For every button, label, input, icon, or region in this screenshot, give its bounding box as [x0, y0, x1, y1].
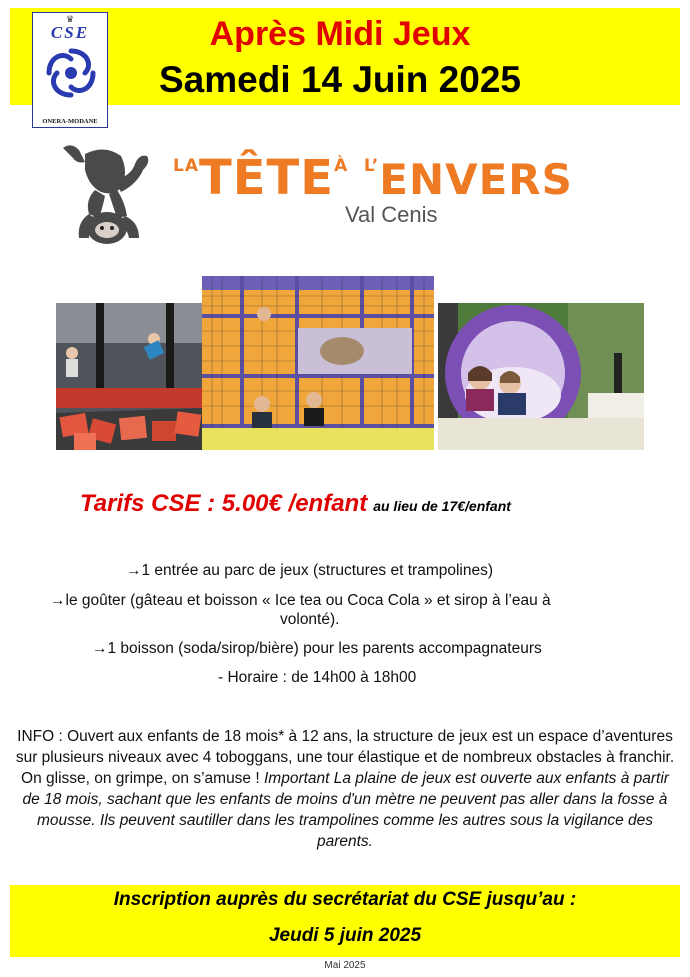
crown-icon: ♛ [65, 15, 75, 25]
event-date: Samedi 14 Juin 2025 [159, 59, 521, 100]
document-date: Mai 2025 [324, 960, 366, 971]
swirl-icon [43, 45, 99, 101]
trampoline-photo [56, 303, 202, 450]
pricing [80, 490, 511, 518]
upside-down-gorilla-icon [55, 140, 165, 250]
venue-name: $^{LA}TÊTE^À$ $^{L’}$ENVERS [173, 150, 573, 206]
detail-schedule: - Horaire : de 14h00 à 18h00 [218, 669, 417, 686]
detail-snack-cont: volonté). [280, 611, 340, 628]
registration-deadline: Jeudi 5 juin 2025 [268, 925, 422, 946]
logo-letters: CSE [50, 23, 90, 42]
pricing-note: au lieu de 17€/enfant [373, 498, 511, 514]
info-paragraph: INFO : Ouvert aux enfants de 18 mois* à 12 ans, la structure de jeux est un espace d’aventures sur plusieurs niveaux avec 4 toboggans, une tour élastique et de nombreux obstacles à franchir. On glisse, on grimpe, on s’amuse ! Important La plaine de jeux est ouverte aux enfants à partir de 18 mois, sachant que les enfants de moins d'un mètre ne peuvent pas aller dans la fosse à mousse. Ils peuvent sautiller dans les trampolines comme les autres sous la vigilance des parents. [15, 728, 675, 850]
venue-city: Val Cenis [345, 202, 438, 227]
play-structure-photo [202, 276, 434, 450]
slide-tunnel-photo [438, 303, 644, 450]
info-important: Important La plaine de jeux est ouverte aux enfants à partir de 18 mois, sachant que les enfants de moins d'un mètre ne peuvent pas aller dans la fosse à mousse. Ils peuvent sautiller dans les trampolines comme les autres sous la vigilance des parents. [22, 770, 669, 850]
registration-text: Inscription auprès du secrétariat du CSE jusqu’au : [113, 889, 577, 910]
logo-organization: ONERA-MODANE [42, 118, 98, 125]
pricing-main: Tarifs CSE : 5.00€ /enfant [80, 490, 368, 517]
detail-parent-drink: →1 boisson (soda/sirop/bière) pour les parents accompagnateurs [92, 640, 542, 657]
cse-logo [32, 12, 108, 128]
event-title: Après Midi Jeux [209, 15, 471, 53]
detail-entry: →1 entrée au parc de jeux (structures et trampolines) [126, 562, 494, 579]
detail-snack: →le goûter (gâteau et boisson « Ice tea ou Coca Cola » et sirop à l’eau à [50, 592, 551, 609]
venue-logo [55, 140, 573, 250]
